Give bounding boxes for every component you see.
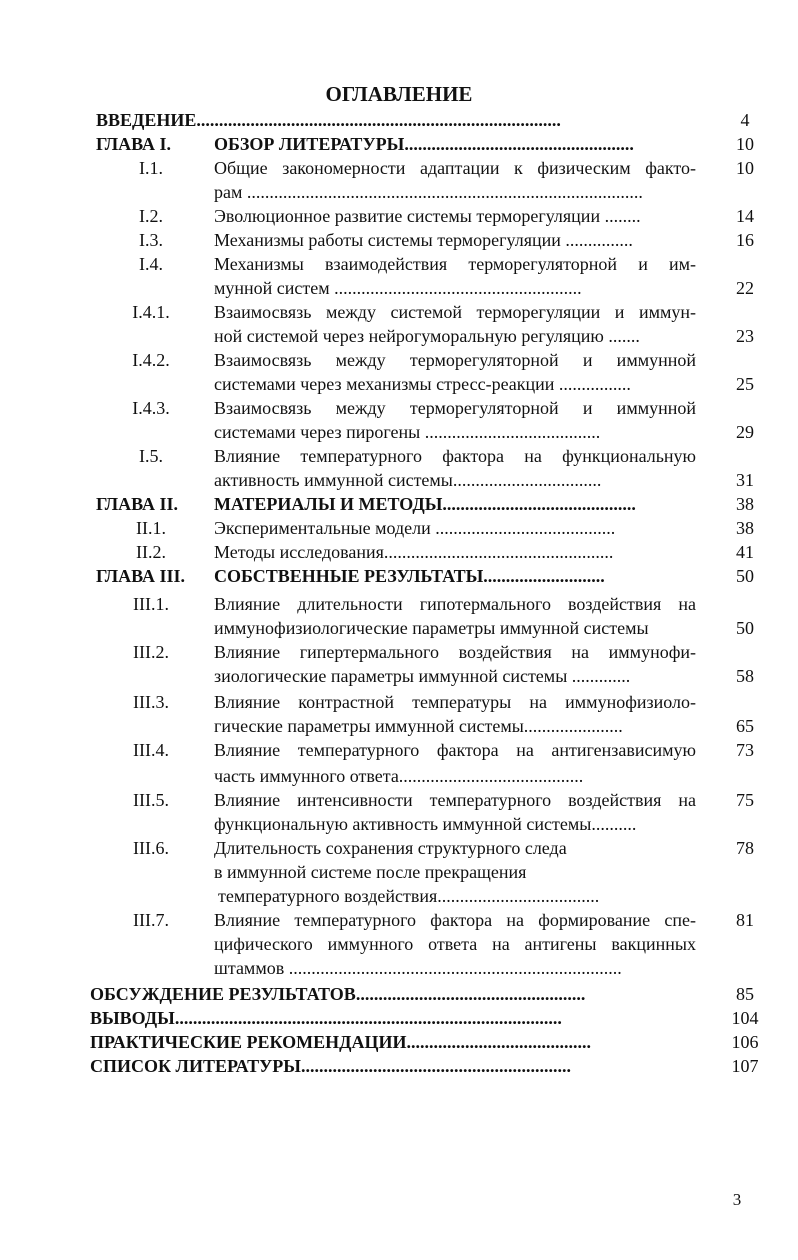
entry-title-line: иммунофизиологические параметры иммунной системы [214, 618, 649, 638]
entry-page: 78 [736, 838, 754, 858]
entry-page: 31 [736, 470, 754, 490]
entry-number: I.4.1. [132, 302, 170, 322]
entry-number: I.3. [139, 230, 163, 250]
entry-title-line: температурного воздействия.................................... [218, 886, 600, 906]
entry-title: Экспериментальные модели ........................................ [214, 518, 616, 538]
entry-number: ГЛАВА III. [96, 566, 186, 586]
entry-title-line: Влияние интенсивности температурного воздействия на [214, 790, 696, 810]
entry-title-line: Общие закономерности адаптации к физическим факто- [214, 158, 696, 178]
entry-page: 50 [736, 566, 754, 586]
entry-title-line: часть иммунного ответа......................................... [214, 766, 584, 786]
entry-number: III.4. [133, 740, 169, 760]
entry-title: ОБСУЖДЕНИЕ РЕЗУЛЬТАТОВ................................................... [90, 984, 586, 1004]
entry-number: I.1. [139, 158, 163, 178]
entry-number: I.4.3. [132, 398, 170, 418]
entry-page: 22 [736, 278, 754, 298]
entry-page: 4 [740, 110, 750, 130]
entry-number: ГЛАВА I. [96, 134, 172, 154]
entry-title-line: цифического иммунного ответа на антигены вакцинных [214, 934, 696, 954]
page-number: 3 [732, 1190, 742, 1209]
entry-title: ВЫВОДЫ...................................................................................... [90, 1008, 562, 1028]
entry-title: ВВЕДЕНИЕ................................................................................. [96, 110, 561, 130]
entry-title-line: Влияние гипертермального воздействия на иммунофи- [214, 642, 696, 662]
entry-title-line: Механизмы взаимодействия терморегуляторной и им- [214, 254, 696, 274]
entry-title: СОБСТВЕННЫЕ РЕЗУЛЬТАТЫ........................... [214, 566, 605, 586]
entry-number: III.6. [133, 838, 169, 858]
entry-title-line: гические параметры иммунной системы...................... [214, 716, 623, 736]
entry-title-line: системами через пирогены ....................................... [214, 422, 601, 442]
entry-title-line: Взаимосвязь между терморегуляторной и иммунной [214, 398, 696, 418]
entry-title-line: активность иммунной системы................................. [214, 470, 602, 490]
entry-page: 65 [736, 716, 754, 736]
entry-page: 75 [736, 790, 754, 810]
entry-title-line: Взаимосвязь между системой терморегуляции и иммун- [214, 302, 696, 322]
entry-title-line: мунной систем ....................................................... [214, 278, 582, 298]
entry-page: 73 [736, 740, 754, 760]
entry-title-line: в иммунной системе после прекращения [214, 862, 527, 882]
entry-page: 104 [731, 1008, 759, 1028]
entry-page: 106 [731, 1032, 759, 1052]
entry-page: 25 [736, 374, 754, 394]
entry-title: МАТЕРИАЛЫ И МЕТОДЫ........................................... [214, 494, 636, 514]
entry-page: 10 [736, 158, 754, 178]
entry-page: 23 [736, 326, 754, 346]
entry-title: Методы исследования................................................... [214, 542, 614, 562]
entry-page: 10 [736, 134, 754, 154]
entry-title-line: зиологические параметры иммунной системы ............. [214, 666, 631, 686]
entry-number: ГЛАВА II. [96, 494, 179, 514]
entry-page: 85 [736, 984, 754, 1004]
entry-title-line: Влияние температурного фактора на формирование спе- [214, 910, 696, 930]
entry-number: II.2. [136, 542, 166, 562]
entry-title-line: рам ........................................................................................ [214, 182, 643, 202]
entry-page: 38 [736, 518, 754, 538]
entry-title: СПИСОК ЛИТЕРАТУРЫ............................................................ [90, 1056, 571, 1076]
entry-title-line: штаммов .......................................................................... [214, 958, 622, 978]
entry-title-line: Влияние длительности гипотермального воздействия на [214, 594, 696, 614]
entry-number: I.4. [139, 254, 163, 274]
entry-number: I.5. [139, 446, 163, 466]
entry-title-line: Длительность сохранения структурного следа [214, 838, 567, 858]
entry-number: II.1. [136, 518, 166, 538]
entry-page: 38 [736, 494, 754, 514]
entry-page: 29 [736, 422, 754, 442]
entry-title-line: Влияние температурного фактора на функциональную [214, 446, 696, 466]
entry-page: 41 [736, 542, 754, 562]
entry-number: III.7. [133, 910, 169, 930]
entry-number: III.3. [133, 692, 169, 712]
entry-page: 58 [736, 666, 754, 686]
entry-page: 16 [736, 230, 754, 250]
entry-number: I.4.2. [132, 350, 170, 370]
entry-title-line: системами через механизмы стресс-реакции ................ [214, 374, 631, 394]
entry-number: III.2. [133, 642, 169, 662]
entry-page: 107 [731, 1056, 759, 1076]
entry-number: III.5. [133, 790, 169, 810]
entry-title: ПРАКТИЧЕСКИЕ РЕКОМЕНДАЦИИ......................................... [90, 1032, 592, 1052]
page-title: ОГЛАВЛЕНИЕ [325, 82, 473, 106]
entry-number: III.1. [133, 594, 169, 614]
entry-title-line: Влияние контрастной температуры на иммунофизиоло- [214, 692, 696, 712]
entry-title-line: Влияние температурного фактора на антигензависимую [214, 740, 696, 760]
entry-title-line: функциональную активность иммунной системы.......... [214, 814, 637, 834]
entry-title-line: ной системой через нейрогуморальную регуляцию ....... [214, 326, 640, 346]
entry-number: I.2. [139, 206, 163, 226]
entry-title-line: Взаимосвязь между терморегуляторной и иммунной [214, 350, 696, 370]
entry-page: 81 [736, 910, 754, 930]
entry-page: 14 [736, 206, 754, 226]
entry-title: Эволюционное развитие системы терморегуляции ........ [214, 206, 641, 226]
entry-page: 50 [736, 618, 754, 638]
entry-title: Механизмы работы системы терморегуляции ............... [214, 230, 633, 250]
entry-title: ОБЗОР ЛИТЕРАТУРЫ................................................... [214, 134, 634, 154]
